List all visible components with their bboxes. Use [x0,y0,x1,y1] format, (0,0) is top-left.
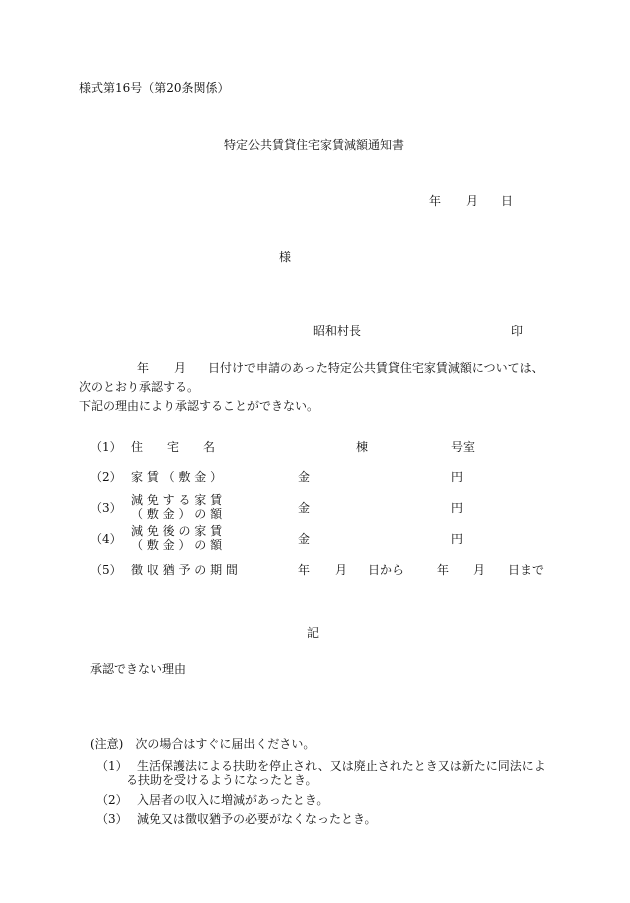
building-unit: 棟 [356,440,369,454]
item-row-1 [0,440,630,470]
from-year: 年 [298,563,311,577]
date-year: 年 [429,194,442,208]
body-month: 月 [174,361,187,375]
seal-mark: 印 [511,324,524,338]
item-number: （3） [90,501,122,515]
item-label: 家 賃 （ 敷 金 ） [131,470,223,484]
notes-header: (注意) 次の場合はすぐに届出ください。 [90,737,316,751]
reason-label: 承認できない理由 [90,662,187,676]
amount-prefix: 金 [298,470,311,484]
note-number: （1） [96,759,128,773]
amount-prefix: 金 [298,532,311,546]
document-title: 特定公共賃貸住宅家賃減額通知書 [224,138,405,152]
note-number: （3） [96,812,128,826]
item-row-5 [0,563,630,593]
yen-unit: 円 [451,532,464,546]
form-number: 様式第16号（第20条関係） [79,81,230,95]
item-number: （1） [90,440,122,454]
body-year: 年 [137,361,150,375]
body-line1: 日付けで申請のあった特定公共賃貸住宅家賃減額については、 [208,361,544,375]
date-month: 月 [466,194,479,208]
to-year: 年 [437,563,450,577]
item-label: 徴 収 猶 予 の 期 間 [131,563,238,577]
item-label-line2: （ 敷 金 ） の 額 [131,538,223,552]
item-row-3 [0,493,630,523]
to-month: 月 [473,563,486,577]
body-line3: 下記の理由により承認することができない。 [79,399,320,413]
issuer-name: 昭和村長 [313,324,362,338]
from-day: 日から [368,563,405,577]
note-text: 入居者の収入に増減があったとき。 [137,793,329,807]
yen-unit: 円 [451,470,464,484]
item-number: （2） [90,470,122,484]
yen-unit: 円 [451,501,464,515]
to-day: 日まで [508,563,545,577]
ki-heading: 記 [307,626,320,640]
item-label-line2: （ 敷 金 ） の 額 [131,507,223,521]
note-text: 減免又は徴収猶予の必要がなくなったとき。 [137,812,377,826]
date-day: 日 [501,194,514,208]
from-month: 月 [335,563,348,577]
item-row-4 [0,524,630,554]
item-number: （4） [90,532,122,546]
room-unit: 号室 [451,440,476,454]
note-number: （2） [96,793,128,807]
addressee-suffix: 様 [279,250,292,264]
note-text-line2: る扶助を受けるようになったとき。 [126,773,318,787]
amount-prefix: 金 [298,501,311,515]
note-text-line1: 生活保護法による扶助を停止され、又は廃止されたとき又は新たに同法によ [137,759,546,773]
item-number: （5） [90,563,122,577]
body-line2: 次のとおり承認する。 [79,380,200,394]
item-label-line1: 減 免 後 の 家 賃 [131,524,223,538]
item-label-line1: 減 免 す る 家 賃 [131,493,223,507]
item-label: 住 宅 名 [131,440,216,454]
